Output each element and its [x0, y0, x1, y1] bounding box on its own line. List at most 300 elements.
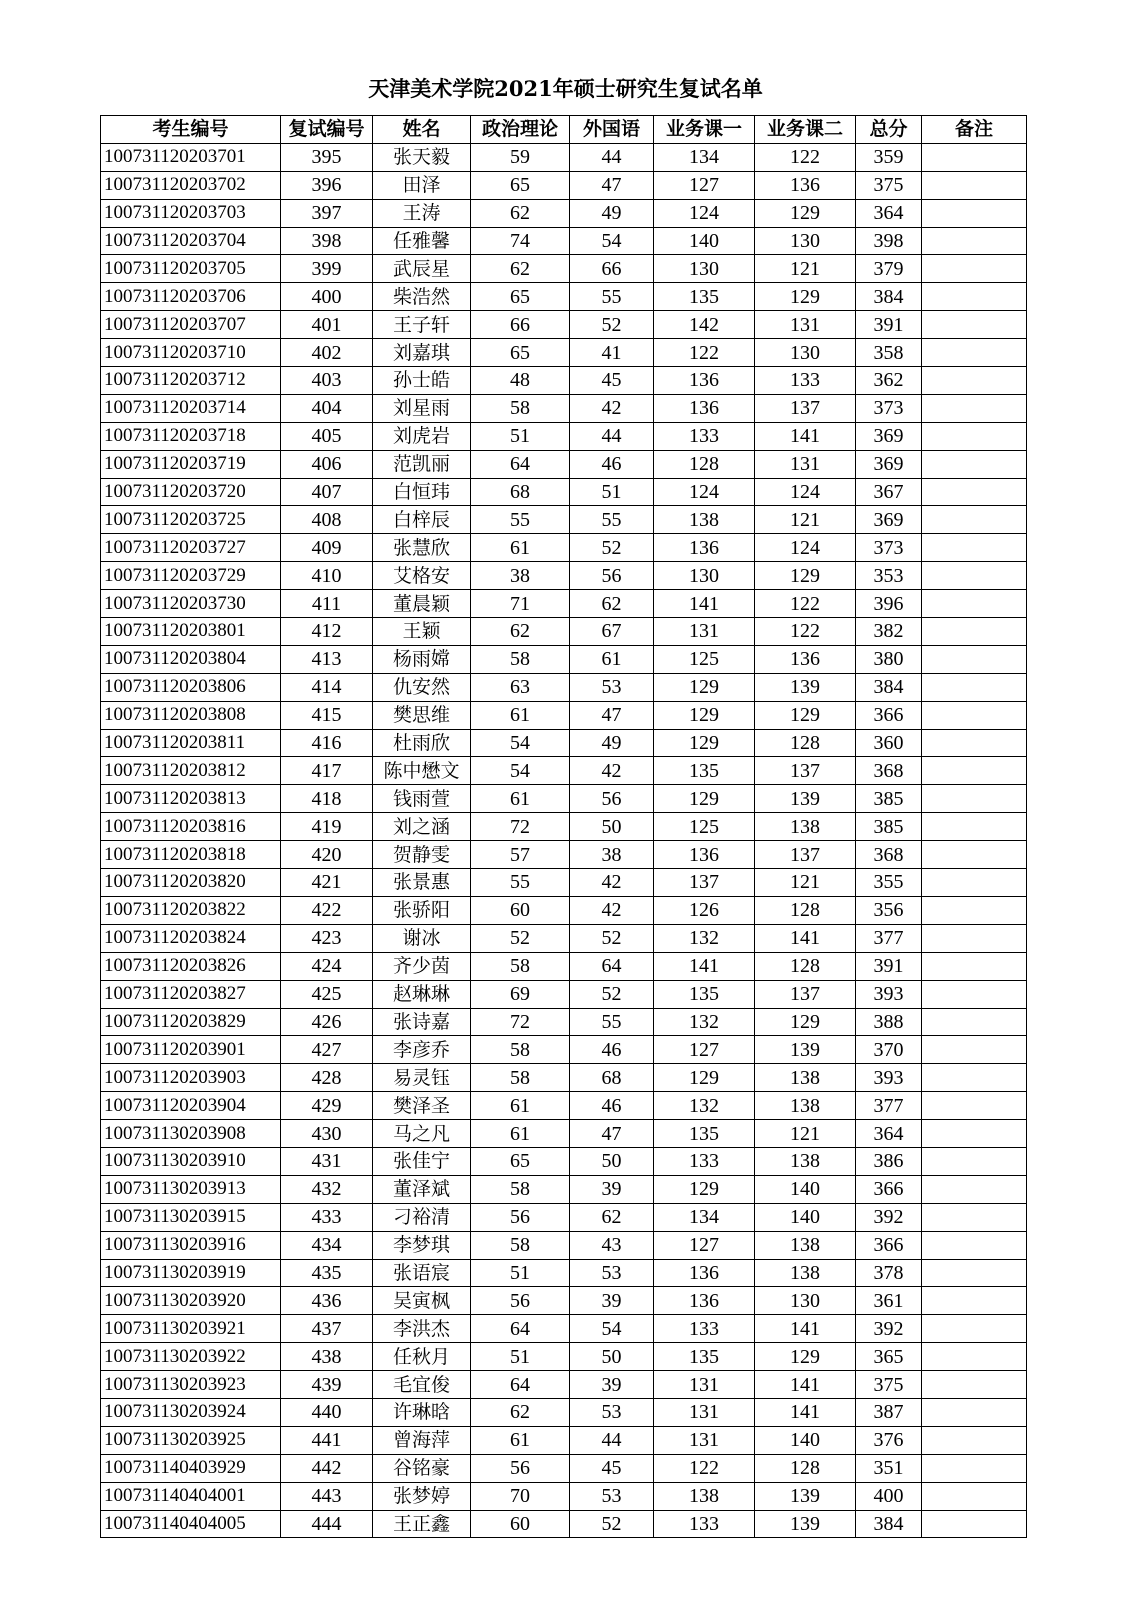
remarks-cell — [922, 645, 1027, 673]
remarks-cell — [922, 171, 1027, 199]
exam-id-cell: 100731140404001 — [101, 1482, 281, 1510]
total-score-cell: 375 — [856, 1371, 922, 1399]
name-cell: 张梦婷 — [373, 1482, 471, 1510]
subject-one-score-cell: 127 — [654, 1036, 755, 1064]
politics-score-cell: 70 — [471, 1482, 570, 1510]
subject-two-score-cell: 130 — [755, 339, 856, 367]
politics-score-cell: 69 — [471, 980, 570, 1008]
politics-score-cell: 62 — [471, 1398, 570, 1426]
exam-id-cell: 100731120203730 — [101, 590, 281, 618]
subject-two-score-cell: 131 — [755, 450, 856, 478]
name-cell: 田泽 — [373, 171, 471, 199]
name-cell: 杨雨嫦 — [373, 645, 471, 673]
table-row — [101, 171, 1027, 199]
header-total: 总分 — [856, 116, 922, 144]
table-row — [101, 1203, 1027, 1231]
exam-id-cell: 100731130203923 — [101, 1371, 281, 1399]
subject-one-score-cell: 130 — [654, 255, 755, 283]
header-subject-one: 业务课一 — [654, 116, 755, 144]
remarks-cell — [922, 394, 1027, 422]
retest-no-cell: 440 — [281, 1398, 373, 1426]
name-cell: 刘虎岩 — [373, 422, 471, 450]
politics-score-cell: 63 — [471, 673, 570, 701]
subject-two-score-cell: 129 — [755, 1008, 856, 1036]
total-score-cell: 393 — [856, 1064, 922, 1092]
remarks-cell — [922, 1203, 1027, 1231]
subject-two-score-cell: 122 — [755, 143, 856, 171]
retest-no-cell: 405 — [281, 422, 373, 450]
table-row — [101, 1231, 1027, 1259]
table-row — [101, 1147, 1027, 1175]
retest-no-cell: 409 — [281, 534, 373, 562]
remarks-cell — [922, 534, 1027, 562]
exam-id-cell: 100731120203818 — [101, 841, 281, 869]
politics-score-cell: 72 — [471, 813, 570, 841]
politics-score-cell: 52 — [471, 924, 570, 952]
retest-no-cell: 443 — [281, 1482, 373, 1510]
subject-two-score-cell: 121 — [755, 506, 856, 534]
subject-two-score-cell: 138 — [755, 1147, 856, 1175]
table-row — [101, 924, 1027, 952]
name-cell: 马之凡 — [373, 1120, 471, 1148]
remarks-cell — [922, 1147, 1027, 1175]
candidate-table — [100, 115, 1027, 1538]
total-score-cell: 393 — [856, 980, 922, 1008]
header-foreign-language: 外国语 — [570, 116, 654, 144]
name-cell: 李彦乔 — [373, 1036, 471, 1064]
politics-score-cell: 64 — [471, 1371, 570, 1399]
subject-two-score-cell: 130 — [755, 1287, 856, 1315]
total-score-cell: 365 — [856, 1343, 922, 1371]
politics-score-cell: 66 — [471, 311, 570, 339]
name-cell: 王涛 — [373, 199, 471, 227]
exam-id-cell: 100731120203707 — [101, 311, 281, 339]
foreign-language-score-cell: 44 — [570, 422, 654, 450]
politics-score-cell: 72 — [471, 1008, 570, 1036]
subject-one-score-cell: 129 — [654, 673, 755, 701]
table-row — [101, 562, 1027, 590]
name-cell: 张佳宁 — [373, 1147, 471, 1175]
table-row — [101, 813, 1027, 841]
subject-two-score-cell: 139 — [755, 1510, 856, 1538]
exam-id-cell: 100731130203913 — [101, 1175, 281, 1203]
retest-no-cell: 436 — [281, 1287, 373, 1315]
retest-no-cell: 401 — [281, 311, 373, 339]
name-cell: 董泽斌 — [373, 1175, 471, 1203]
foreign-language-score-cell: 52 — [570, 980, 654, 1008]
remarks-cell — [922, 590, 1027, 618]
foreign-language-score-cell: 53 — [570, 1259, 654, 1287]
name-cell: 张诗嘉 — [373, 1008, 471, 1036]
exam-id-cell: 100731120203719 — [101, 450, 281, 478]
politics-score-cell: 61 — [471, 1092, 570, 1120]
retest-no-cell: 441 — [281, 1426, 373, 1454]
remarks-cell — [922, 1454, 1027, 1482]
total-score-cell: 362 — [856, 367, 922, 395]
retest-no-cell: 432 — [281, 1175, 373, 1203]
subject-two-score-cell: 124 — [755, 534, 856, 562]
retest-no-cell: 439 — [281, 1371, 373, 1399]
exam-id-cell: 100731120203727 — [101, 534, 281, 562]
name-cell: 孙士皓 — [373, 367, 471, 395]
exam-id-cell: 100731130203924 — [101, 1398, 281, 1426]
subject-two-score-cell: 128 — [755, 896, 856, 924]
subject-one-score-cell: 126 — [654, 896, 755, 924]
retest-no-cell: 419 — [281, 813, 373, 841]
remarks-cell — [922, 980, 1027, 1008]
table-row — [101, 1120, 1027, 1148]
retest-no-cell: 423 — [281, 924, 373, 952]
name-cell: 谷铭豪 — [373, 1454, 471, 1482]
exam-id-cell: 100731130203925 — [101, 1426, 281, 1454]
name-cell: 陈中懋文 — [373, 757, 471, 785]
exam-id-cell: 100731140403929 — [101, 1454, 281, 1482]
retest-no-cell: 395 — [281, 143, 373, 171]
name-cell: 张天毅 — [373, 143, 471, 171]
table-row — [101, 1287, 1027, 1315]
total-score-cell: 384 — [856, 283, 922, 311]
subject-two-score-cell: 121 — [755, 255, 856, 283]
name-cell: 樊思维 — [373, 701, 471, 729]
politics-score-cell: 58 — [471, 1064, 570, 1092]
subject-one-score-cell: 129 — [654, 785, 755, 813]
name-cell: 范凯丽 — [373, 450, 471, 478]
politics-score-cell: 56 — [471, 1287, 570, 1315]
subject-two-score-cell: 138 — [755, 1092, 856, 1120]
exam-id-cell: 100731130203916 — [101, 1231, 281, 1259]
remarks-cell — [922, 1231, 1027, 1259]
subject-two-score-cell: 129 — [755, 199, 856, 227]
exam-id-cell: 100731120203816 — [101, 813, 281, 841]
total-score-cell: 369 — [856, 450, 922, 478]
retest-no-cell: 421 — [281, 869, 373, 897]
foreign-language-score-cell: 52 — [570, 311, 654, 339]
retest-no-cell: 437 — [281, 1315, 373, 1343]
total-score-cell: 391 — [856, 952, 922, 980]
exam-id-cell: 100731130203910 — [101, 1147, 281, 1175]
foreign-language-score-cell: 45 — [570, 1454, 654, 1482]
foreign-language-score-cell: 47 — [570, 171, 654, 199]
total-score-cell: 366 — [856, 1231, 922, 1259]
subject-one-score-cell: 133 — [654, 1315, 755, 1343]
politics-score-cell: 65 — [471, 171, 570, 199]
retest-no-cell: 402 — [281, 339, 373, 367]
header-name: 姓名 — [373, 116, 471, 144]
subject-one-score-cell: 128 — [654, 450, 755, 478]
subject-two-score-cell: 124 — [755, 478, 856, 506]
remarks-cell — [922, 813, 1027, 841]
table-row — [101, 618, 1027, 646]
total-score-cell: 366 — [856, 701, 922, 729]
exam-id-cell: 100731140404005 — [101, 1510, 281, 1538]
subject-one-score-cell: 135 — [654, 283, 755, 311]
subject-two-score-cell: 139 — [755, 785, 856, 813]
subject-one-score-cell: 131 — [654, 1426, 755, 1454]
foreign-language-score-cell: 55 — [570, 1008, 654, 1036]
name-cell: 曾海萍 — [373, 1426, 471, 1454]
table-row — [101, 1092, 1027, 1120]
foreign-language-score-cell: 61 — [570, 645, 654, 673]
subject-one-score-cell: 136 — [654, 1287, 755, 1315]
table-row — [101, 1175, 1027, 1203]
retest-no-cell: 404 — [281, 394, 373, 422]
remarks-cell — [922, 924, 1027, 952]
name-cell: 易灵钰 — [373, 1064, 471, 1092]
total-score-cell: 364 — [856, 1120, 922, 1148]
subject-two-score-cell: 138 — [755, 1259, 856, 1287]
name-cell: 刁裕清 — [373, 1203, 471, 1231]
retest-no-cell: 407 — [281, 478, 373, 506]
foreign-language-score-cell: 39 — [570, 1371, 654, 1399]
name-cell: 李洪杰 — [373, 1315, 471, 1343]
exam-id-cell: 100731120203901 — [101, 1036, 281, 1064]
politics-score-cell: 54 — [471, 729, 570, 757]
table-row — [101, 1371, 1027, 1399]
total-score-cell: 392 — [856, 1203, 922, 1231]
exam-id-cell: 100731120203813 — [101, 785, 281, 813]
table-row — [101, 422, 1027, 450]
exam-id-cell: 100731120203718 — [101, 422, 281, 450]
total-score-cell: 375 — [856, 171, 922, 199]
subject-one-score-cell: 122 — [654, 339, 755, 367]
foreign-language-score-cell: 39 — [570, 1287, 654, 1315]
foreign-language-score-cell: 53 — [570, 1482, 654, 1510]
remarks-cell — [922, 1036, 1027, 1064]
subject-two-score-cell: 137 — [755, 757, 856, 785]
politics-score-cell: 55 — [471, 869, 570, 897]
table-row — [101, 785, 1027, 813]
subject-one-score-cell: 135 — [654, 1120, 755, 1148]
subject-one-score-cell: 132 — [654, 1092, 755, 1120]
header-remarks: 备注 — [922, 116, 1027, 144]
total-score-cell: 368 — [856, 757, 922, 785]
name-cell: 樊泽圣 — [373, 1092, 471, 1120]
subject-one-score-cell: 124 — [654, 199, 755, 227]
name-cell: 毛宜俊 — [373, 1371, 471, 1399]
name-cell: 钱雨萱 — [373, 785, 471, 813]
name-cell: 张景惠 — [373, 869, 471, 897]
remarks-cell — [922, 1175, 1027, 1203]
exam-id-cell: 100731120203811 — [101, 729, 281, 757]
exam-id-cell: 100731120203812 — [101, 757, 281, 785]
retest-no-cell: 444 — [281, 1510, 373, 1538]
name-cell: 任雅馨 — [373, 227, 471, 255]
exam-id-cell: 100731130203922 — [101, 1343, 281, 1371]
remarks-cell — [922, 1343, 1027, 1371]
subject-two-score-cell: 141 — [755, 924, 856, 952]
subject-two-score-cell: 130 — [755, 227, 856, 255]
table-row — [101, 506, 1027, 534]
foreign-language-score-cell: 44 — [570, 1426, 654, 1454]
retest-no-cell: 431 — [281, 1147, 373, 1175]
total-score-cell: 361 — [856, 1287, 922, 1315]
name-cell: 吴寅枫 — [373, 1287, 471, 1315]
subject-two-score-cell: 141 — [755, 1398, 856, 1426]
exam-id-cell: 100731120203702 — [101, 171, 281, 199]
remarks-cell — [922, 255, 1027, 283]
politics-score-cell: 64 — [471, 1315, 570, 1343]
header-subject-two: 业务课二 — [755, 116, 856, 144]
exam-id-cell: 100731120203720 — [101, 478, 281, 506]
table-row — [101, 841, 1027, 869]
retest-no-cell: 408 — [281, 506, 373, 534]
subject-one-score-cell: 133 — [654, 422, 755, 450]
subject-one-score-cell: 125 — [654, 645, 755, 673]
total-score-cell: 373 — [856, 534, 922, 562]
table-row — [101, 1315, 1027, 1343]
remarks-cell — [922, 506, 1027, 534]
foreign-language-score-cell: 46 — [570, 1036, 654, 1064]
foreign-language-score-cell: 49 — [570, 199, 654, 227]
subject-two-score-cell: 133 — [755, 367, 856, 395]
exam-id-cell: 100731130203915 — [101, 1203, 281, 1231]
foreign-language-score-cell: 54 — [570, 227, 654, 255]
politics-score-cell: 74 — [471, 227, 570, 255]
remarks-cell — [922, 729, 1027, 757]
subject-two-score-cell: 137 — [755, 394, 856, 422]
total-score-cell: 358 — [856, 339, 922, 367]
foreign-language-score-cell: 62 — [570, 590, 654, 618]
subject-one-score-cell: 130 — [654, 562, 755, 590]
politics-score-cell: 61 — [471, 1120, 570, 1148]
foreign-language-score-cell: 54 — [570, 1315, 654, 1343]
header-retest-no: 复试编号 — [281, 116, 373, 144]
retest-no-cell: 429 — [281, 1092, 373, 1120]
foreign-language-score-cell: 53 — [570, 1398, 654, 1426]
subject-two-score-cell: 121 — [755, 1120, 856, 1148]
retest-no-cell: 414 — [281, 673, 373, 701]
politics-score-cell: 60 — [471, 896, 570, 924]
name-cell: 仇安然 — [373, 673, 471, 701]
retest-no-cell: 427 — [281, 1036, 373, 1064]
table-row — [101, 450, 1027, 478]
foreign-language-score-cell: 67 — [570, 618, 654, 646]
table-body — [101, 143, 1027, 1538]
table-row — [101, 757, 1027, 785]
total-score-cell: 367 — [856, 478, 922, 506]
exam-id-cell: 100731120203801 — [101, 618, 281, 646]
total-score-cell: 379 — [856, 255, 922, 283]
remarks-cell — [922, 1259, 1027, 1287]
remarks-cell — [922, 896, 1027, 924]
remarks-cell — [922, 1120, 1027, 1148]
total-score-cell: 400 — [856, 1482, 922, 1510]
name-cell: 张慧欣 — [373, 534, 471, 562]
table-row — [101, 701, 1027, 729]
total-score-cell: 355 — [856, 869, 922, 897]
foreign-language-score-cell: 52 — [570, 1510, 654, 1538]
politics-score-cell: 58 — [471, 952, 570, 980]
retest-no-cell: 418 — [281, 785, 373, 813]
exam-id-cell: 100731120203706 — [101, 283, 281, 311]
total-score-cell: 377 — [856, 1092, 922, 1120]
exam-id-cell: 100731120203829 — [101, 1008, 281, 1036]
subject-two-score-cell: 129 — [755, 701, 856, 729]
foreign-language-score-cell: 52 — [570, 534, 654, 562]
retest-no-cell: 442 — [281, 1454, 373, 1482]
table-row — [101, 1426, 1027, 1454]
politics-score-cell: 61 — [471, 1426, 570, 1454]
exam-id-cell: 100731120203827 — [101, 980, 281, 1008]
subject-two-score-cell: 141 — [755, 422, 856, 450]
exam-id-cell: 100731120203826 — [101, 952, 281, 980]
subject-two-score-cell: 139 — [755, 673, 856, 701]
table-row — [101, 199, 1027, 227]
retest-no-cell: 403 — [281, 367, 373, 395]
retest-no-cell: 422 — [281, 896, 373, 924]
table-row — [101, 311, 1027, 339]
exam-id-cell: 100731130203921 — [101, 1315, 281, 1343]
remarks-cell — [922, 283, 1027, 311]
politics-score-cell: 61 — [471, 534, 570, 562]
subject-two-score-cell: 131 — [755, 311, 856, 339]
exam-id-cell: 100731120203714 — [101, 394, 281, 422]
exam-id-cell: 100731120203703 — [101, 199, 281, 227]
exam-id-cell: 100731120203904 — [101, 1092, 281, 1120]
remarks-cell — [922, 199, 1027, 227]
table-row — [101, 283, 1027, 311]
exam-id-cell: 100731120203820 — [101, 869, 281, 897]
total-score-cell: 377 — [856, 924, 922, 952]
retest-no-cell: 399 — [281, 255, 373, 283]
subject-one-score-cell: 137 — [654, 869, 755, 897]
retest-no-cell: 413 — [281, 645, 373, 673]
politics-score-cell: 51 — [471, 1259, 570, 1287]
remarks-cell — [922, 1482, 1027, 1510]
name-cell: 王正鑫 — [373, 1510, 471, 1538]
name-cell: 贺静雯 — [373, 841, 471, 869]
politics-score-cell: 55 — [471, 506, 570, 534]
remarks-cell — [922, 1426, 1027, 1454]
subject-one-score-cell: 122 — [654, 1454, 755, 1482]
subject-one-score-cell: 129 — [654, 1064, 755, 1092]
subject-one-score-cell: 136 — [654, 534, 755, 562]
retest-no-cell: 397 — [281, 199, 373, 227]
subject-one-score-cell: 136 — [654, 394, 755, 422]
subject-one-score-cell: 136 — [654, 1259, 755, 1287]
total-score-cell: 364 — [856, 199, 922, 227]
politics-score-cell: 68 — [471, 478, 570, 506]
retest-no-cell: 411 — [281, 590, 373, 618]
subject-two-score-cell: 128 — [755, 1454, 856, 1482]
subject-one-score-cell: 127 — [654, 1231, 755, 1259]
subject-one-score-cell: 125 — [654, 813, 755, 841]
foreign-language-score-cell: 42 — [570, 757, 654, 785]
total-score-cell: 370 — [856, 1036, 922, 1064]
subject-two-score-cell: 138 — [755, 1231, 856, 1259]
remarks-cell — [922, 227, 1027, 255]
name-cell: 刘嘉琪 — [373, 339, 471, 367]
subject-one-score-cell: 129 — [654, 701, 755, 729]
foreign-language-score-cell: 62 — [570, 1203, 654, 1231]
name-cell: 艾格安 — [373, 562, 471, 590]
name-cell: 张骄阳 — [373, 896, 471, 924]
retest-no-cell: 406 — [281, 450, 373, 478]
subject-one-score-cell: 134 — [654, 1203, 755, 1231]
politics-score-cell: 58 — [471, 394, 570, 422]
table-row — [101, 1008, 1027, 1036]
name-cell: 王子轩 — [373, 311, 471, 339]
retest-no-cell: 428 — [281, 1064, 373, 1092]
table-row — [101, 1510, 1027, 1538]
remarks-cell — [922, 1371, 1027, 1399]
foreign-language-score-cell: 38 — [570, 841, 654, 869]
subject-one-score-cell: 134 — [654, 143, 755, 171]
table-row — [101, 869, 1027, 897]
name-cell: 赵琳琳 — [373, 980, 471, 1008]
exam-id-cell: 100731120203822 — [101, 896, 281, 924]
table-row — [101, 645, 1027, 673]
